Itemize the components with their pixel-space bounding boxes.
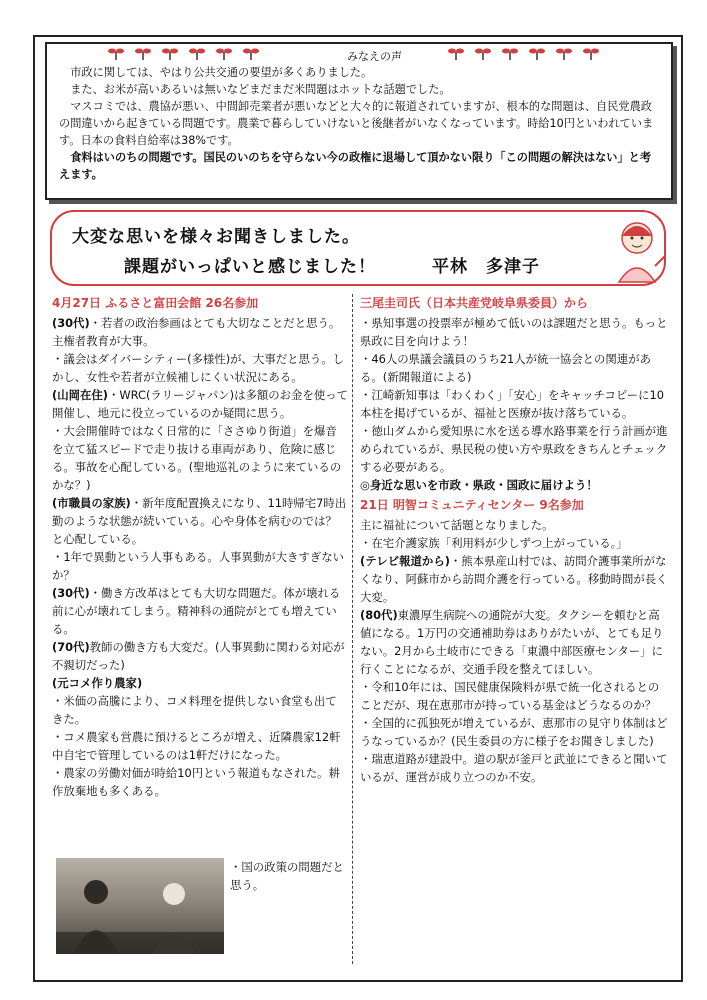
voice-paragraph: 市政に関しては、やはり公共交通の要望が多くありました。: [70, 66, 373, 79]
voice-text: [59, 64, 659, 183]
call-to-action: ◎身近な思いを市政・県政・国政に届けよう！: [360, 478, 598, 492]
item-label: (30代): [52, 316, 90, 330]
item-label: (元コメ作り農家): [52, 676, 143, 690]
sprout-icon: [447, 46, 465, 60]
list-item: [52, 350, 348, 386]
list-item: [360, 678, 668, 714]
sprout-icon: [501, 46, 519, 60]
banner-author: 平林 多津子: [432, 257, 540, 277]
list-item: [360, 350, 668, 386]
banner-line2: 課題がいっぱいと感じました！: [124, 257, 376, 277]
sprout-icon: [555, 46, 573, 60]
list-item: [52, 584, 348, 638]
item-label: (市職員の家族): [52, 496, 131, 510]
sprout-icon: [107, 46, 125, 60]
list-item: [360, 422, 668, 476]
voice-paragraph: マスコミでは、農協が悪い、中間卸売業者が悪いなどと大々的に報道されていますが、根本的な問題は、自民党農政の間違いから起きている問題です。農業で暮らしていけないと後継者がいなくなっています。時給10円といわれています。日本の食料自給率は38%です。: [59, 100, 654, 147]
list-item: [360, 714, 668, 750]
sprout-icon: [474, 46, 492, 60]
list-item: [52, 386, 348, 422]
section-heading: 4月27日 ふるさと富田会館 26名参加: [52, 296, 259, 310]
item-label: (山岡在住): [52, 388, 108, 402]
sprout-row-right: [447, 46, 600, 60]
voice-bold-paragraph: 食料はいのちの問題です。国民のいのちを守らない今の政権に退場して頂かない限り「この問題の解決はない」と考えます。: [59, 151, 652, 181]
list-item: [360, 386, 668, 422]
item-text: ・議会はダイバーシティー(多様性)が、大事だと思う。しかし、女性や若者が立候補しにくい状況にある。: [52, 352, 345, 384]
item-text: 東濃厚生病院への通院が大変。タクシーを頼むと高値になる。1万円の交通補助券はありがたいが、とても足りない。2月から土岐市にできる「東濃中部医療センター」に行くことになるが、交通手段を整えてほしい。: [360, 608, 664, 676]
sprout-icon: [582, 46, 600, 60]
item-text: ・46人の県議会議員のうち21人が統一協会との関連がある。(新聞報道による): [360, 352, 651, 384]
item-text: ・大会開催時ではなく日常的に「ささゆり街道」を爆音を立て猛スピードで走り抜ける車両があり、危険に感じる。事故を心配している。(聖地巡礼のように来ているのかな？): [52, 424, 342, 492]
item-text: 教師の働き方も大変だ。(人事異動に関わる対応が不親切だった): [52, 640, 345, 672]
item-text: ・江崎新知事は「わくわく」「安心」をキャッチコピーに10本柱を掲げているが、福祉と医療が抜け落ちている。: [360, 388, 665, 420]
list-item: [52, 422, 348, 494]
list-item: [52, 728, 348, 764]
item-text: ・瑞恵道路が建設中。道の駅が釜戸と武並にできると聞いているが、運営が成り立つのか不安。: [360, 752, 668, 784]
sprout-icon: [134, 46, 152, 60]
sprout-icon: [528, 46, 546, 60]
item-text: ・在宅介護家族「利用料が少しずつ上がっている。」: [360, 536, 628, 550]
list-item: [52, 692, 348, 728]
meeting-photo: [56, 858, 224, 954]
item-text: ・WRC(ラリージャパン)は多額のお金を使って開催し、地元に役立っているのか疑問に思う。: [52, 388, 349, 420]
list-item: [360, 534, 668, 552]
item-text: ・全国的に孤独死が増えているが、恵那市の見守り体制はどうなっているか？(民生委員の方に様子をお聞きしました): [360, 716, 668, 748]
section-intro: 主に福祉について話題となりました。: [360, 518, 554, 532]
item-text: ・若者の政治参画はとても大切なことだと思う。主権者教育が大事。: [52, 316, 341, 348]
item-text: ・働き方改革はとても大切な問題だ。体が壊れる前に心が壊れてしまう。精神科の通院がとても増えている。: [52, 586, 341, 636]
section-heading: 21日 明智コミュニティセンター 9名参加: [360, 498, 584, 512]
author-illustration-icon: [607, 216, 667, 284]
photo-caption: ・国の政策の問題だと思う。: [230, 860, 344, 892]
list-item: [52, 314, 348, 350]
list-item: [360, 750, 668, 786]
item-label: (70代): [52, 640, 90, 654]
section-heading: 三尾圭司氏（日本共産党岐阜県委員）から: [360, 296, 589, 310]
list-item: [52, 494, 348, 548]
item-label: (テレビ報道から): [360, 554, 450, 568]
item-label: (80代): [360, 608, 398, 622]
item-text: ・徳山ダムから愛知県に水を送る導水路事業を行う計画が進められているが、県民税の使い方や県政をきちんとチェックする必要がある。: [360, 424, 668, 474]
item-text: ・コメ農家も営農に預けるところが増え、近隣農家12軒中自宅で管理しているのは1軒だけになった。: [52, 730, 341, 762]
list-item: [360, 552, 668, 606]
headline-banner: [50, 210, 666, 286]
sprout-row-left: [107, 46, 260, 60]
list-item: [52, 638, 348, 674]
voice-title: みなえの声: [347, 50, 402, 63]
item-label: (30代): [52, 586, 90, 600]
item-text: ・新年度配置換えになり、11時帰宅7時出勤のような状態が続いている。心や身体を病むのでは？と心配している。: [52, 496, 347, 546]
item-text: ・1年で異動という人事もある。人事異動が大きすぎないか？: [52, 550, 345, 582]
item-text: ・農家の労働対価が時給10円という報道もなされた。耕作放棄地も多くある。: [52, 766, 340, 798]
item-text: ・米価の高騰により、コメ料理を提供しない食堂も出てきた。: [52, 694, 337, 726]
voice-box: [45, 42, 673, 200]
voice-paragraph: また、お米が高いあるいは無いなどまだまだ米問題はホットな話題でした。: [70, 83, 451, 96]
sprout-icon: [161, 46, 179, 60]
list-item: [52, 764, 348, 800]
list-item: [52, 674, 348, 692]
left-column: [52, 292, 348, 800]
sprout-icon: [215, 46, 233, 60]
right-column: [360, 292, 668, 786]
item-text: ・熊本県産山村では、訪問介護事業所がなくなり、阿蘇市から訪問介護を行っている。移動時間が長く大変。: [360, 554, 668, 604]
column-divider: [352, 294, 353, 964]
item-text: ・県知事選の投票率が極めて低いのは課題だと思う。もっと県政に目を向けよう！: [360, 316, 668, 348]
sprout-icon: [188, 46, 206, 60]
item-text: ・令和10年には、国民健康保険料が県で統一化されるとのことだが、現在恵那市が持っている基金はどうなるのか？: [360, 680, 660, 712]
sprout-icon: [242, 46, 260, 60]
list-item: [52, 548, 348, 584]
banner-line1: 大変な思いを様々お聞きしました。: [72, 227, 360, 247]
list-item: [360, 606, 668, 678]
list-item: [360, 314, 668, 350]
